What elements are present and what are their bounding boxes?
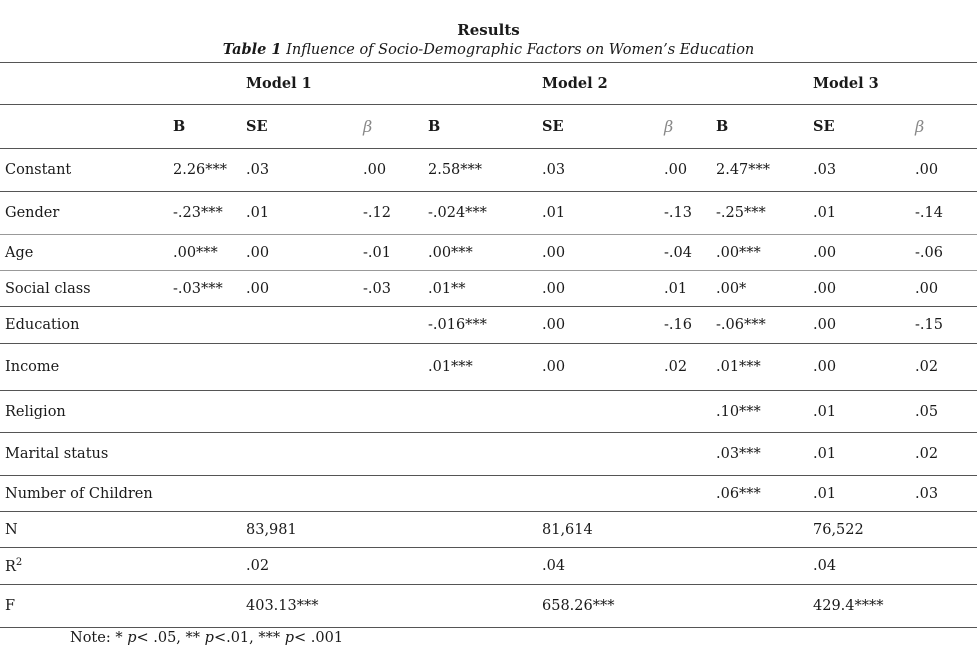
table-cell: -.016***: [423, 307, 537, 344]
table-cell: .00: [358, 149, 423, 192]
table-cell: [423, 476, 537, 512]
table-cell: [358, 433, 423, 476]
row-label: Number of Children: [0, 476, 168, 512]
model-2-header: Model 2: [537, 63, 659, 105]
table-cell: 2.58***: [423, 149, 537, 192]
table-cell-spacer: [168, 548, 241, 585]
summary-value: .04: [537, 548, 808, 585]
summary-value: 658.26***: [537, 585, 808, 628]
table-cell: .00: [537, 271, 659, 307]
note-p: p: [127, 630, 137, 646]
row-label: Religion: [0, 391, 168, 433]
table-row: [0, 344, 977, 391]
table-cell: -.14: [910, 192, 977, 235]
column-header: β: [358, 105, 423, 149]
summary-value: .04: [808, 548, 977, 585]
table-cell: .00: [537, 235, 659, 271]
note-text: < .001: [294, 630, 344, 646]
table-cell: .03: [808, 149, 910, 192]
table-cell: -.25***: [711, 192, 808, 235]
table-row: [0, 307, 977, 344]
note-p: p: [204, 630, 214, 646]
table-cell: -.15: [910, 307, 977, 344]
table-cell: [659, 391, 711, 433]
table-cell: .00: [910, 149, 977, 192]
table-cell: .00: [659, 149, 711, 192]
table-cell: -.13: [659, 192, 711, 235]
model-1-header: Model 1: [241, 63, 358, 105]
table-cell: .00: [808, 307, 910, 344]
column-header-row: [0, 105, 977, 149]
note-p: p: [284, 630, 295, 646]
table-cell: .00: [910, 271, 977, 307]
table-cell: .02: [659, 344, 711, 391]
table-cell: [241, 391, 358, 433]
table-cell: .01: [537, 192, 659, 235]
table-row: [0, 149, 977, 192]
table-caption: [0, 41, 977, 58]
summary-value: 403.13***: [241, 585, 537, 628]
table-cell: 2.47***: [711, 149, 808, 192]
column-header: SE: [537, 105, 659, 149]
table-cell: .01: [808, 192, 910, 235]
table-cell: .10***: [711, 391, 808, 433]
table-row: [0, 476, 977, 512]
row-label: Marital status: [0, 433, 168, 476]
summary-row: [0, 512, 977, 548]
table-cell: .01: [808, 391, 910, 433]
table-row: [0, 192, 977, 235]
table-cell: .02: [910, 433, 977, 476]
data-rows: [0, 149, 977, 512]
table-cell: 2.26***: [168, 149, 241, 192]
column-header: SE: [241, 105, 358, 149]
table-row: [0, 271, 977, 307]
table-cell: -.23***: [168, 192, 241, 235]
summary-value: 83,981: [241, 512, 537, 548]
section-heading-results: Results: [457, 21, 520, 39]
column-header: B: [168, 105, 241, 149]
regression-table: [0, 62, 977, 628]
table-cell: -.16: [659, 307, 711, 344]
table-cell: .01: [808, 433, 910, 476]
note-text: < .05, **: [136, 630, 205, 646]
column-header: β: [659, 105, 711, 149]
note-text: Note: *: [70, 630, 128, 646]
table-cell: .02: [910, 344, 977, 391]
row-label-text: N: [5, 521, 18, 538]
summary-value: 81,614: [537, 512, 808, 548]
table-cell: -.024***: [423, 192, 537, 235]
table-cell: [659, 433, 711, 476]
table-cell: .01**: [423, 271, 537, 307]
row-label: [0, 512, 168, 548]
table-cell: [423, 391, 537, 433]
table-cell: .05: [910, 391, 977, 433]
column-header: B: [423, 105, 537, 149]
table-cell: [423, 433, 537, 476]
table-cell: [358, 344, 423, 391]
table-label: Table 1: [222, 41, 282, 58]
table-cell: .00: [537, 307, 659, 344]
table-cell-spacer: [168, 585, 241, 628]
row-label-superscript: 2: [15, 557, 23, 569]
row-label: Income: [0, 344, 168, 391]
table-cell: -.03: [358, 271, 423, 307]
table-cell: .03***: [711, 433, 808, 476]
summary-value: .02: [241, 548, 537, 585]
table-cell: -.01: [358, 235, 423, 271]
table-cell: [168, 307, 241, 344]
row-label: Social class: [0, 271, 168, 307]
table-cell: [168, 391, 241, 433]
table-cell: [168, 476, 241, 512]
column-header: β: [910, 105, 977, 149]
table-cell: .03: [910, 476, 977, 512]
table-cell: .01: [659, 271, 711, 307]
model-3-header: Model 3: [808, 63, 910, 105]
row-label: [0, 548, 168, 585]
table-cell: [358, 307, 423, 344]
table-cell: .00: [241, 271, 358, 307]
table-cell: [537, 391, 659, 433]
table-cell: [537, 476, 659, 512]
table-cell: .00: [808, 344, 910, 391]
table-cell: -.06***: [711, 307, 808, 344]
table-cell: -.12: [358, 192, 423, 235]
note-text: <.01, ***: [213, 630, 285, 646]
row-label: Gender: [0, 192, 168, 235]
summary-value: 429.4****: [808, 585, 977, 628]
table-cell: -.04: [659, 235, 711, 271]
table-cell-spacer: [168, 512, 241, 548]
table-cell: .00: [241, 235, 358, 271]
table-cell: [168, 344, 241, 391]
table-cell: .00: [537, 344, 659, 391]
row-label: Education: [0, 307, 168, 344]
table-cell: -.03***: [168, 271, 241, 307]
column-header: B: [711, 105, 808, 149]
table-cell: .01: [808, 476, 910, 512]
table-cell: .00*: [711, 271, 808, 307]
column-header: SE: [808, 105, 910, 149]
table-row: [0, 235, 977, 271]
table-cell: .01: [241, 192, 358, 235]
table-cell: [241, 476, 358, 512]
row-label-text: R: [5, 558, 16, 575]
table-cell: [241, 307, 358, 344]
table-cell: .03: [241, 149, 358, 192]
table-cell: [358, 391, 423, 433]
table-title: Influence of Socio-Demographic Factors on Women’s Education: [286, 42, 755, 58]
table-row: [0, 433, 977, 476]
table-cell: .03: [537, 149, 659, 192]
table-cell: .00: [808, 235, 910, 271]
row-label: Constant: [0, 149, 168, 192]
table-cell: [358, 476, 423, 512]
table-row: [0, 391, 977, 433]
model-header-row: [0, 63, 977, 105]
table-cell: [168, 433, 241, 476]
significance-note: [70, 630, 343, 646]
summary-value: 76,522: [808, 512, 977, 548]
table-cell: -.06: [910, 235, 977, 271]
table-cell: .00***: [168, 235, 241, 271]
summary-row: [0, 585, 977, 628]
table-cell: .00***: [711, 235, 808, 271]
table-cell: .00: [808, 271, 910, 307]
row-label: [0, 585, 168, 628]
table-cell: .06***: [711, 476, 808, 512]
table-cell: .01***: [423, 344, 537, 391]
row-label-text: F: [5, 598, 16, 614]
table-cell: [659, 476, 711, 512]
summary-rows: [0, 512, 977, 628]
table-cell: [241, 344, 358, 391]
table-cell: .00***: [423, 235, 537, 271]
summary-row: [0, 548, 977, 585]
row-label: Age: [0, 235, 168, 271]
table-cell: [537, 433, 659, 476]
table-cell: [241, 433, 358, 476]
table-cell: .01***: [711, 344, 808, 391]
